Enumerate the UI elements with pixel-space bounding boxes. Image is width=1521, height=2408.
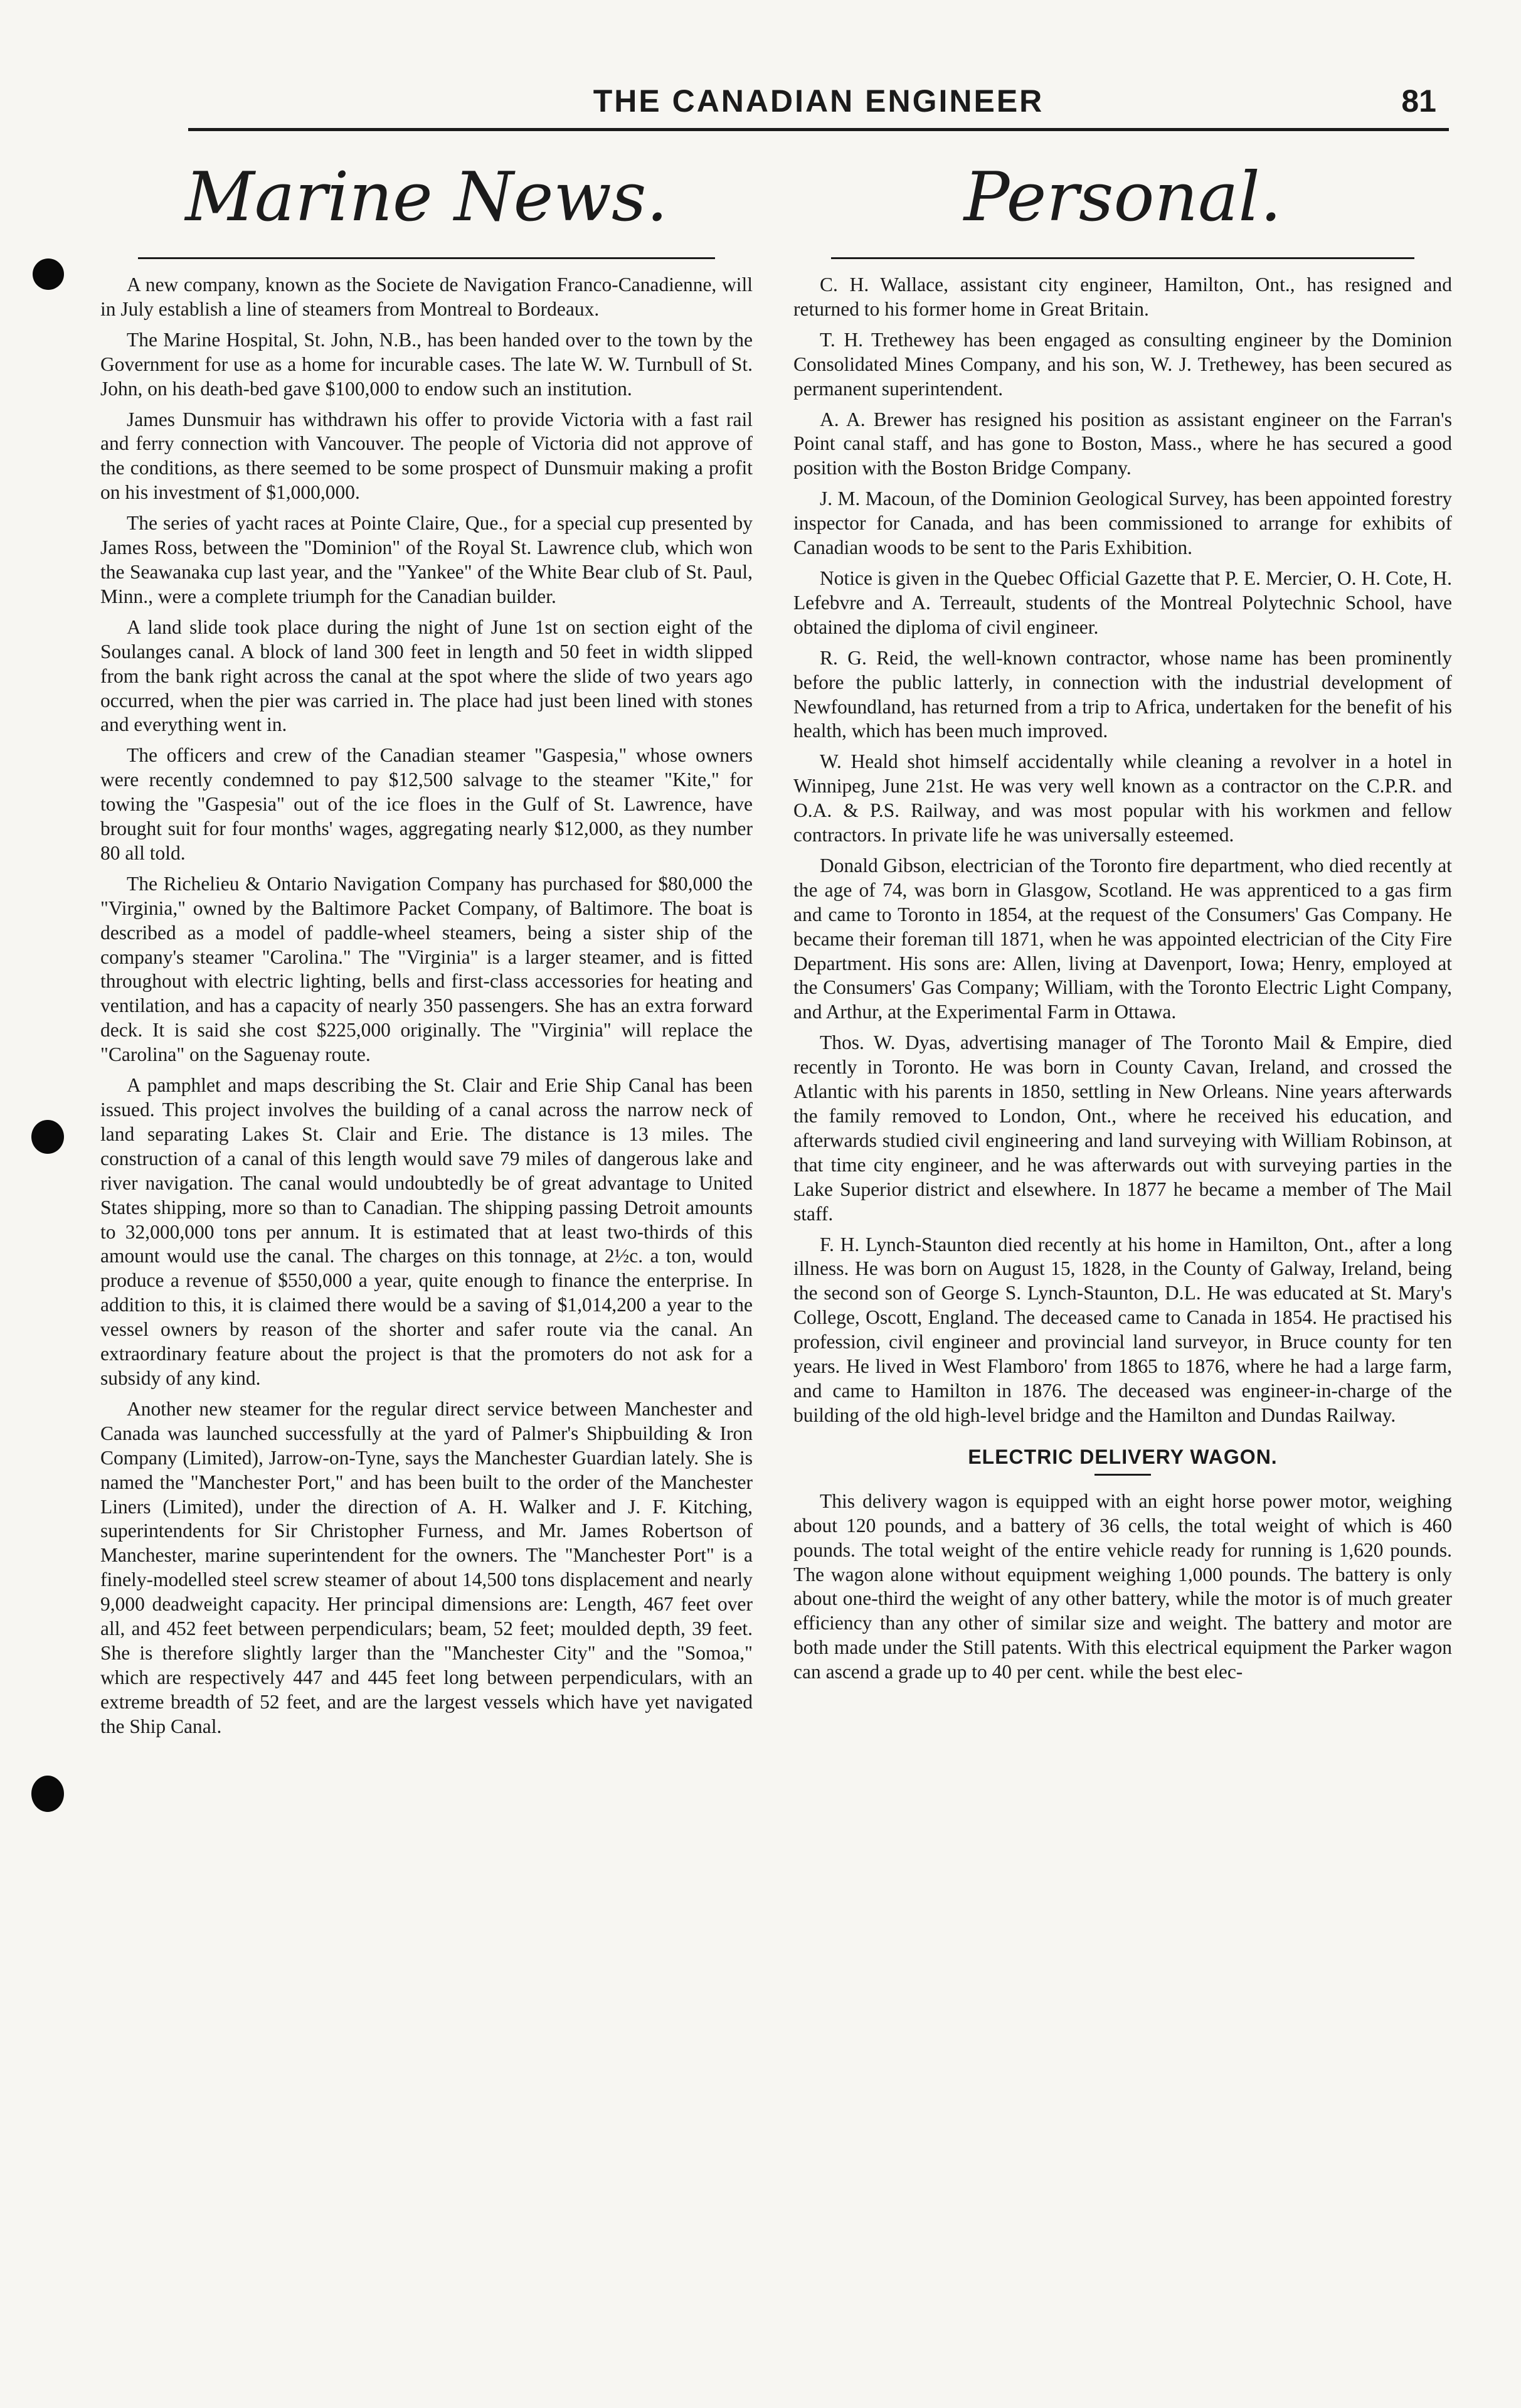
personal-paragraph: T. H. Trethewey has been engaged as consulting engineer by the Dominion Consolidated Mines Company, and his son, W. J. Trethewey, has been secured as permanent superintendent.: [793, 328, 1452, 400]
page-number: 81: [1401, 83, 1436, 119]
journal-title: THE CANADIAN ENGINEER: [593, 83, 1044, 119]
personal-column: [793, 151, 1452, 1691]
marine-news-rule: [138, 257, 715, 259]
punch-hole-bottom: [31, 1776, 64, 1812]
punch-hole-top: [33, 258, 64, 290]
marine-paragraph: A new company, known as the Societe de Navigation Franco-Canadienne, will in July establish a line of steamers from Montreal to Bordeaux.: [100, 274, 753, 320]
personal-rule: [831, 257, 1414, 259]
marine-paragraph: James Dunsmuir has withdrawn his offer to provide Victoria with a fast rail and ferry connection with Vancouver. The people of Victoria did not approve of the conditions, as there seemed to be some prospect of Dunsmuir making a profit on his investment of $1,000,000.: [100, 408, 753, 504]
personal-paragraph: R. G. Reid, the well-known contractor, whose name has been prominently before the public latterly, in connection with the industrial development of Newfoundland, has returned from a trip to Africa, undertaken for the benefit of his health, which has been much improved.: [793, 646, 1452, 742]
personal-paragraph: W. Heald shot himself accidentally while cleaning a revolver in a hotel in Winnipeg, June 21st. He was very well known as a contractor on the C.P.R. and O.A. & P.S. Railway, and was most popular with his workmen and fellow contractors. In private life he was universally esteemed.: [793, 750, 1452, 846]
personal-heading: Personal.: [963, 158, 1282, 237]
marine-news-column: [100, 151, 753, 1745]
electric-wagon-rule: [1094, 1474, 1151, 1476]
marine-paragraph: The Marine Hospital, St. John, N.B., has been handed over to the town by the Government for use as a home for incurable cases. The late W. W. Turnbull of St. John, on his death-bed gave $100,000 to endow such an institution.: [100, 328, 753, 400]
marine-paragraph: The officers and crew of the Canadian steamer "Gaspesia," whose owners were recently condemned to pay $12,500 salvage to the steamer "Kite," for towing the "Gaspesia" out of the ice floes in the Gulf of St. Lawrence, have brought suit for four months' wages, aggregating nearly $12,000, as they number 80 all told.: [100, 744, 753, 864]
marine-paragraph: Another new steamer for the regular direct service between Manchester and Canada was launched successfully at the yard of Palmer's Shipbuilding & Iron Company (Limited), Jarrow-on-Tyne, says the Manchester Guardian lately. She is named the "Manchester Port," and has been built to the order of the Manchester Liners (Limited), under the direction of A. H. Walker and J. F. Kitching, superintendents for Sir Christopher Furness, and Mr. James Robertson of Manchester, marine superintendent for the owners. The "Manchester Port" is a finely-modelled steel screw steamer of about 14,500 tons displacement and nearly 9,000 deadweight capacity. Her principal dimensions are: Length, 467 feet over all, and 452 feet between perpendiculars; beam, 52 feet; moulded depth, 39 feet. She is therefore slightly larger than the "Manchester City" and the "Somoa," which are respectively 447 and 445 feet long between perpendiculars, with an extreme breadth of 52 feet, and are the largest vessels which have yet navigated the Ship Canal.: [100, 1397, 753, 1737]
marine-news-heading: Marine News.: [185, 158, 668, 237]
punch-hole-middle: [31, 1120, 64, 1154]
marine-paragraph: A pamphlet and maps describing the St. Clair and Erie Ship Canal has been issued. This project involves the building of a canal across the narrow neck of land separating Lakes St. Clair and Erie. The distance is 13 miles. The construction of a canal of this length would save 79 miles of dangerous lake and river navigation. The canal would undoubtedly be of great advantage to United States shipping, more so than to Canadian. The shipping passing Detroit amounts to 32,000,000 tons per annum. It is estimated that at least two-thirds of this amount would use the canal. The charges on this tonnage, at 2½c. a ton, would produce a revenue of $550,000 a year, quite enough to finance the enterprise. In addition to this, it is claimed there would be a saving of $1,014,200 a year to the vessel owners by reason of the shorter and safer route via the canal. An extraordinary feature about the project is that the promoters do not ask for a subsidy of any kind.: [100, 1074, 753, 1389]
marine-paragraph: The Richelieu & Ontario Navigation Company has purchased for $80,000 the "Virginia," owned by the Baltimore Packet Company, of Baltimore. The boat is described as a model of paddle-wheel steamers, being a sister ship of the company's steamer "Carolina." The "Virginia" is a larger steamer, and is fitted throughout with electric lighting, bells and first-class accessories for heating and ventilation, and has a capacity of nearly 350 passengers. She has an extra forward deck. It is said she cost $225,000 originally. The "Virginia" will replace the "Carolina" on the Saguenay route.: [100, 872, 753, 1066]
personal-paragraph: J. M. Macoun, of the Dominion Geological Survey, has been appointed forestry inspector for Canada, and has been commissioned to arrange for exhibits of Canadian woods to be sent to the Paris Exhibition.: [793, 487, 1452, 559]
personal-paragraph: F. H. Lynch-Staunton died recently at his home in Hamilton, Ont., after a long illness. He was born on August 15, 1828, in the County of Galway, Ireland, being the second son of George S. Lynch-Staunton, D.L. He was educated at St. Mary's College, Oscott, England. The deceased came to Canada in 1854. He practised his profession, civil engineer and provincial land surveyor, in Bruce county for ten years. He lived in West Flamboro' from 1865 to 1876, where he had a large farm, and came to Hamilton in 1876. The deceased was engineer-in-charge of the building of the old high-level bridge and the Hamilton and Dundas Railway.: [793, 1233, 1452, 1426]
marine-paragraph: The series of yacht races at Pointe Claire, Que., for a special cup presented by James Ross, between the "Dominion" of the Royal St. Lawrence club, which won the Seawanaka cup last year, and the "Yankee" of the White Bear club of St. Paul, Minn., were a complete triumph for the Canadian builder.: [100, 512, 753, 607]
electric-wagon-body: [793, 1489, 1452, 1685]
marine-paragraph: A land slide took place during the night of June 1st on section eight of the Soulanges canal. A block of land 300 feet in length and 50 feet in width slipped from the bank right across the canal at the spot where the slide of two years ago occurred, when the pier was carried in. The place had just been lined with stones and everything went in.: [100, 615, 753, 736]
page-header: [188, 83, 1449, 131]
personal-body: [793, 273, 1452, 1428]
electric-paragraph: This delivery wagon is equipped with an eight horse power motor, weighing about 120 pounds, and a battery of 36 cells, the total weight of which is 460 pounds. The total weight of the entire vehicle ready for running is 1,620 pounds. The wagon alone without equipment weighing 1,000 pounds. The battery is only about one-third the weight of any other battery, while the motor is of much greater efficiency than any other of similar size and weight. The battery and motor are both made under the Still patents. With this electrical equipment the Parker wagon can ascend a grade up to 40 per cent. while the best elec-: [793, 1489, 1452, 1683]
personal-paragraph: Notice is given in the Quebec Official Gazette that P. E. Mercier, O. H. Cote, H. Lefebvre and A. Terreault, students of the Montreal Polytechnic School, have obtained the diploma of civil engineer.: [793, 567, 1452, 638]
personal-paragraph: C. H. Wallace, assistant city engineer, Hamilton, Ont., has resigned and returned to his former home in Great Britain.: [793, 274, 1452, 320]
marine-news-body: [100, 273, 753, 1739]
personal-paragraph: Donald Gibson, electrician of the Toronto fire department, who died recently at the age of 74, was born in Glasgow, Scotland. He was apprenticed to a gas firm and came to Toronto in 1854, at the request of the Consumers' Gas Company. He became their foreman till 1871, when he was appointed electrician of the City Fire Department. His sons are: Allen, living at Davenport, Iowa; Henry, employed at the Consumers' Gas Company; William, with the Toronto Electric Light Company, and Arthur, at the Experimental Farm in Ottawa.: [793, 854, 1452, 1023]
personal-paragraph: Thos. W. Dyas, advertising manager of The Toronto Mail & Empire, died recently in Toronto. He was born in County Cavan, Ireland, and crossed the Atlantic with his parents in 1850, settling in New Orleans. Nine years afterwards the family removed to London, Ont., where he received his education, and afterwards studied civil engineering and land surveying with William Robinson, at that time city engineer, and he was afterwards out with surveying parties in the Lake Superior district and elsewhere. In 1877 he became a member of The Mail staff.: [793, 1031, 1452, 1225]
electric-wagon-heading: ELECTRIC DELIVERY WAGON.: [968, 1445, 1278, 1468]
personal-paragraph: A. A. Brewer has resigned his position as assistant engineer on the Farran's Point canal staff, and has gone to Boston, Mass., where he has secured a good position with the Boston Bridge Company.: [793, 408, 1452, 479]
